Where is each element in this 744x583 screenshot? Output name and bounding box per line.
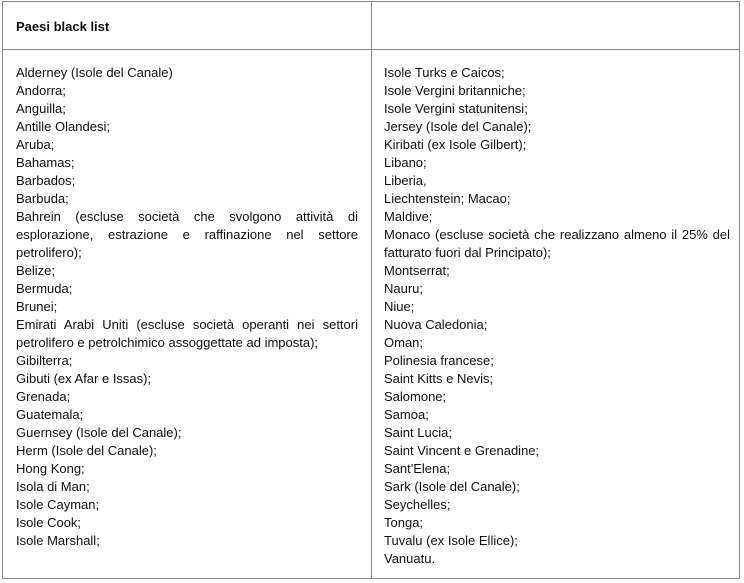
country-item: Sark (Isole del Canale); [384,479,520,494]
country-item: Tuvalu (ex Isole Ellice); [384,533,518,548]
country-item: Guatemala; [16,407,84,422]
country-item: Emirati Arabi Uniti (escluse società operanti nei settori petrolifero e petrolchimico assoggettate ad imposta); [16,317,358,350]
country-item: Alderney (Isole del Canale) [16,65,173,80]
country-item: Polinesia francese; [384,353,494,368]
country-item: Tonga; [384,515,424,530]
country-item: Barbuda; [16,191,69,206]
column-divider [371,2,372,578]
country-item: Sant'Elena; [384,461,451,476]
country-item: Andorra; [16,83,66,98]
country-item: Monaco (escluse società che realizzano almeno il 25% del fatturato fuori dal Principato); [384,227,730,260]
country-item: Isole Marshall; [16,533,100,548]
header-divider [3,49,739,50]
country-item: Isole Vergini britanniche; [384,83,526,98]
country-item: Samoa; [384,407,429,422]
country-item: Barbados; [16,173,76,188]
country-item: Guernsey (Isole del Canale); [16,425,182,440]
country-item: Hong Kong; [16,461,85,476]
country-item: Kiribati (ex Isole Gilbert); [384,137,527,152]
country-item: Saint Lucia; [384,425,452,440]
country-item: Aruba; [16,137,55,152]
country-item: Vanuatu. [384,551,436,566]
country-item: Nuova Caledonia; [384,317,488,332]
country-item: Montserrat; [384,263,450,278]
country-item: Bahrein (escluse società che svolgono attività di esplorazione, estrazione e raffinazione nel settore petrolifero); [16,209,358,260]
country-item: Saint Kitts e Nevis; [384,371,494,386]
country-item: Brunei; [16,299,58,314]
country-item: Salomone; [384,389,447,404]
right-country-list [384,64,730,568]
country-item: Isola di Man; [16,479,90,494]
country-item: Bermuda; [16,281,73,296]
country-item: Isole Vergini statunitensi; [384,101,528,116]
left-country-list [16,64,358,550]
country-item: Gibilterra; [16,353,73,368]
country-item: Liechtenstein; Macao; [384,191,511,206]
country-item: Saint Vincent e Grenadine; [384,443,540,458]
country-item: Anguilla; [16,101,66,116]
country-item: Isole Turks e Caicos; [384,65,505,80]
country-item: Liberia, [384,173,427,188]
country-item: Jersey (Isole del Canale); [384,119,532,134]
country-item: Maldive; [384,209,433,224]
country-item: Antille Olandesi; [16,119,110,134]
table-header-left: Paesi black list [16,19,110,34]
country-item: Grenada; [16,389,71,404]
country-item: Libano; [384,155,427,170]
country-item: Nauru; [384,281,424,296]
country-item: Niue; [384,299,415,314]
country-item: Bahamas; [16,155,75,170]
country-item: Seychelles; [384,497,451,512]
country-item: Belize; [16,263,56,278]
country-item: Gibuti (ex Afar e Issas); [16,371,152,386]
country-item: Oman; [384,335,424,350]
country-item: Isole Cook; [16,515,82,530]
country-item: Isole Cayman; [16,497,100,512]
country-item: Herm (Isole del Canale); [16,443,157,458]
black-list-table [2,1,740,579]
